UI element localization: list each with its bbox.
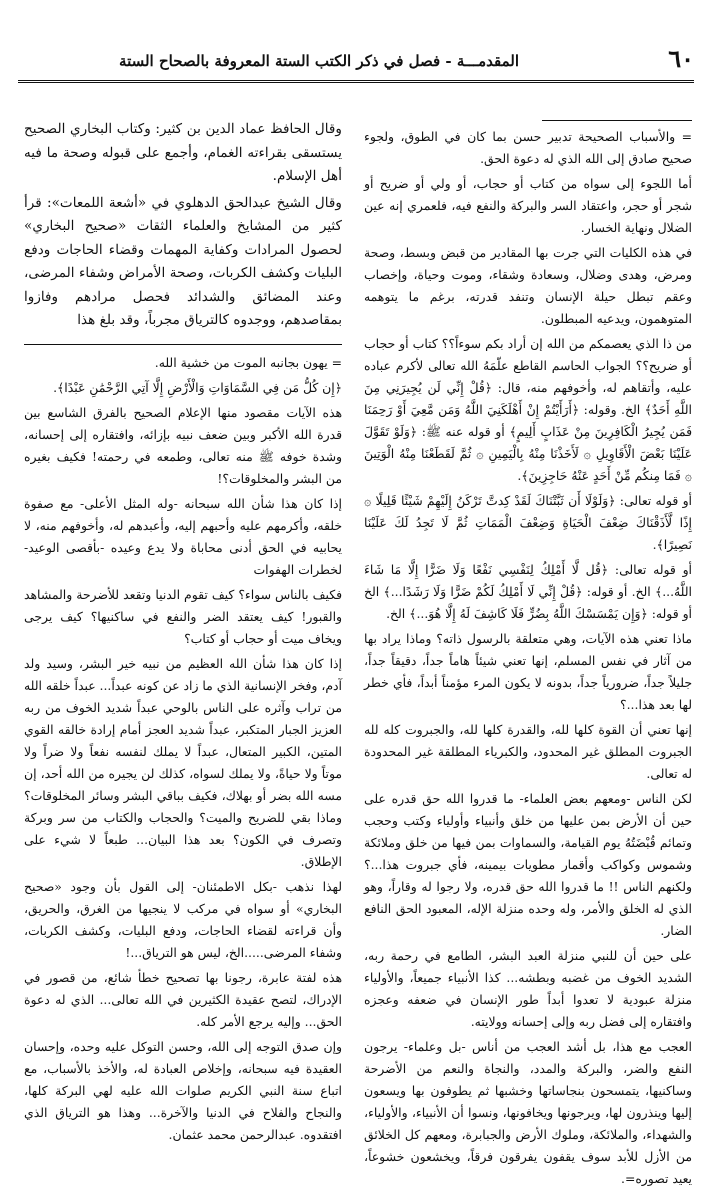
footnote-rule-left (24, 344, 342, 345)
paragraph: لكن الناس -ومعهم بعض العلماء- ما قدروا الله حق قدره على حين أن الأرض بمن عليها من خلق وأنبياء وأولياء وكتب وحجب وتمائم قُبْضَتُهُ يوم القيامة، والسماوات بمن فيها من خلق وملائكة وشموس وكواكب وأقمار مطويات بيمينه، فأي جبروت هذا...؟ ولكنهم الناس !! ما قدروا الله حق قدره، ولا رجوا له وقاراً، وهو الذي له الخلق والأمر، وله وحده منزلة الإله، المعبود الحق النافع الضار. (364, 791, 692, 938)
paragraph: على حين أن للنبي منزلة العبد البشر، الطامع في رحمة ربه، الشديد الخوف من غضبه وبطشه... كذا الأنبياء جميعاً، والأولياء منزلة عبودية لا تعدوا أبداً طور الإنسان في ضعفه وعجزه وافتقاره إلى فضل ربه وإلى إحسانه وولايته. (364, 948, 692, 1029)
paragraph: وإن صدق التوجه إلى الله، وحسن التوكل عليه وحده، وإحسان العقيدة فيه سبحانه، وإخلاص العبادة له، والأخذ بالأسباب، مع اتباع سنة النبي الكريم صلوات الله عليه لهي البركة كلها، والنجاح والفلاح في الدنيا والآخرة... وهذا هو الترياق الذي افتقدوه. عبدالرحمن محمد عثمان. (24, 1039, 342, 1142)
page-number: ٦٠ (668, 44, 694, 73)
header-rule (18, 80, 694, 83)
left-column-footnote (24, 352, 342, 1146)
paragraph: أما اللجوء إلى سواه من كتاب أو حجاب، أو ولي أو ضريح أو شجر أو حجر، واعتقاد السر والبركة والنفع فيه، فلعمري إنه عين الضلال ونهاية الخسار. (364, 176, 692, 235)
paragraph: إذا كان هذا شأن الله سبحانه -وله المثل الأعلى- مع صفوة خلقه، وأكرمهم عليه وأحبهم إليه، وأعبدهم له، وأخوفهم منه، لا يحابيه في الحق أدنى محاباة ولا يدع وعيده -بأقصى الوعيد- لخطرات الهفوات (24, 496, 342, 577)
paragraph: ماذا تعني هذه الآيات، وهي متعلقة بالرسول ذاته؟ وماذا يراد بها من آثار في نفس المسلم، إنها تعني شيئاً هاماً جداً، دقيقاً جداً، جليلاً جداً، ضرورياً جداً، بدونه لا يكون المرء مؤمناً أبداً، فأي خطر لها بعد هذا...؟ (364, 631, 692, 712)
paragraph: أو قوله تعالى: ﴿وَلَوْلَا أَن ثَبَّتْنَاكَ لَقَدْ كِدتَّ تَرْكَنُ إِلَيْهِمْ شَيْئًا قَلِيلًا ۞ إِذًا لَّأَذَقْنَاكَ ضِعْفَ الْحَيَاةِ وَضِعْفَ الْمَمَاتِ ثُمَّ لَا تَجِدُ لَكَ عَلَيْنَا نَصِيرًا﴾. (364, 493, 692, 552)
paragraph: وقال الشيخ عبدالحق الدهلوي في «أشعة اللمعات»: قرأ كثير من المشايخ والعلماء الثقات «صحيح البخاري» لحصول المرادات وكفاية المهمات وقضاء الحاجات ودفع البليات وكشف الكربات، وصحة الأمراض وشفاء المرضى، وعند المضائق والشدائد فحصل مرادهم وفازوا بمقاصدهم، ووجدوه كالترياق مجرباً، وقد بلغ هذا (24, 194, 342, 328)
paragraph: = يهون بجانبه الموت من خشية الله. (154, 355, 342, 370)
page-header (18, 40, 694, 80)
quran-verse: ﴿إِن كُلُّ مَن فِي السَّمَاوَاتِ وَالْأَرْضِ إِلَّا آتِي الرَّحْمَٰنِ عَبْدًا﴾. (53, 380, 342, 395)
paragraph: = والأسباب الصحيحة تدبير حسن بما كان في الطوق، ولجوء صحيح صادق إلى الله الذي له دعوة الحق. (364, 129, 692, 166)
paragraph: إنها تعني أن القوة كلها لله، والقدرة كلها لله، والجبروت كله لله الجبروت المطلق غير المحدود، والكبرياء المطلقة غير المحدودة له تعالى. (364, 722, 692, 781)
footnote-rule-right (542, 120, 692, 121)
paragraph: في هذه الكليات التي جرت بها المقادير من قبض وبسط، وصحة ومرض، وهدى وضلال، وسعادة وشقاء، وموت وحياة، وإخصاب وعقم تبطل حيلة الإنسان وتنفد قدرته، برغم ما يتوهمه المتوهمون، ويدعيه المبطلون. (364, 245, 692, 326)
paragraph: هذه الآيات مقصود منها الإعلام الصحيح بالفرق الشاسع بين قدرة الله الأكبر وبين ضعف نبيه بإزائه، وافتقاره إلى إحسانه، وشدة خوفه ﷺ منه تعالى، وطمعه في رحمته! فكيف بغيره من البشر والمخلوقات؟! (24, 405, 342, 486)
right-column-footnote (364, 126, 692, 1190)
paragraph: إذا كان هذا شأن الله العظيم من نبيه خير البشر، وسيد ولد آدم، وفخر الإنسانية الذي ما زاد عن كونه عبداً... عبداً خلقه الله من تراب وآثره على الناس بالوحي عبداً شديد الخوف من ربه العزيز الجبار المتكبر، عبداً شديد العجز أمام إرادة خالقه القوي المتين، الكبير المتعال، عبداً لا يملك لنفسه نفعاً ولا ضراً ولا موتاً ولا حياةً، ولا يملك لسواه، كذلك لن يجيره من الله أحد، إن مسه الله بضر أو بهلاك، فكيف بباقي البشر وسائر المخلوقات؟ وماذا بقي للضريح والميت؟ والحجاب والكتاب من سر وبركة وتصرف في الكون؟ بعد هذا البيان... طبعاً لا شيء على الإطلاق. (24, 656, 342, 869)
paragraph: لهذا نذهب -بكل الاطمئنان- إلى القول بأن وجود «صحيح البخاري» أو سواه في مركب لا ينجيها من الغرق، والحريق، وأن قراءته لقضاء الحاجات، ودفع البليات، وكشف الكربات، وشفاء المرضى.....الخ، ليس هو الترياق...! (24, 879, 342, 960)
paragraph: العجب مع هذا، بل أشد العجب من أناس -بل وعلماء- يرجون النفع والضر، والبركة والمدد، والنجاة والنعم من الأضرحة وساكنيها، يتمسحون بنجاساتها وخشبها ثم يطوفون بها ويسعون إليها وينذرون لها، ويرجونها ويخافونها، ونسوا أن الأنبياء، والأولياء، والشهداء، والملائكة، وملوك الأرض والجبابرة، ومعهم كل الخلائق من الأزل للأبد سوف يقفون يفرقون فرقاً، ويخشعون خشوعاً، يعيد تصوره=. (364, 1039, 692, 1186)
main-text (24, 118, 342, 333)
paragraph: فكيف بالناس سواء؟ كيف تقوم الدنيا وتقعد للأضرحة والمشاهد والقبور! كيف يعتقد الضر والنفع في ساكنيها؟ كيف يرجى ويخاف ميت أو حجاب أو كتاب؟ (24, 587, 342, 646)
running-title: المقدمـــة - فصل في ذكر الكتب الستة المعروفة بالصحاح الستة (119, 52, 519, 70)
paragraph: هذه لفتة عابرة، رجونا بها تصحيح خطأ شائع، من قصور في الإدراك، لتصح عقيدة الكثيرين في الله تعالى... الذي له دعوة الحق... وإليه يرجع الأمر كله. (24, 970, 342, 1029)
paragraph: من ذا الذي يعصمكم من الله إن أراد بكم سوءاً؟؟ كتاب أو حجاب أو ضريح؟؟ الجواب الحاسم القاطع علّمَهُ الله تعالى لأكرم عباده عليه، وأتقاهم له، وأخوفهم منه، قال: ﴿قُلْ إِنِّي لَن يُجِيرَنِي مِنَ اللَّهِ أَحَدٌ﴾ الخ. وقوله: ﴿أَرَأَيْتُمْ إِنْ أَهْلَكَنِيَ اللَّهُ وَمَن مَّعِيَ أَوْ رَحِمَنَا فَمَن يُجِيرُ الْكَافِرِينَ مِنْ عَذَابٍ أَلِيمٍ﴾ أو قوله عنه ﷺ: ﴿وَلَوْ تَقَوَّلَ عَلَيْنَا بَعْضَ الْأَقَاوِيلِ ۞ لَأَخَذْنَا مِنْهُ بِالْيَمِينِ ۞ ثُمَّ لَقَطَعْنَا مِنْهُ الْوَتِينَ ۞ فَمَا مِنكُم مِّنْ أَحَدٍ عَنْهُ حَاجِزِينَ﴾. (364, 336, 692, 483)
paragraph: أو قوله تعالى: ﴿قُل لَّا أَمْلِكُ لِنَفْسِي نَفْعًا وَلَا ضَرًّا إِلَّا مَا شَاءَ اللَّهُ...﴾ الخ. أو قوله: ﴿قُلْ إِنِّي لَا أَمْلِكُ لَكُمْ ضَرًّا وَلَا رَشَدًا...﴾ الخ أو قوله: ﴿وَإِن يَمْسَسْكَ اللَّهُ بِضُرٍّ فَلَا كَاشِفَ لَهُ إِلَّا هُوَ...﴾ الخ. (364, 562, 692, 621)
paragraph: وقال الحافظ عماد الدين بن كثير: وكتاب البخاري الصحيح يستسقى بقراءته الغمام، وأجمع على قبوله وصحة ما فيه أهل الإسلام. (24, 121, 342, 184)
